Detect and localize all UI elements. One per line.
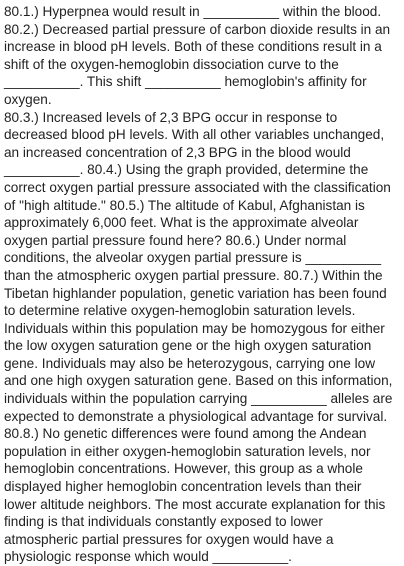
text-line: oxygen partial pressure found here? 80.6.) Under normal bbox=[4, 232, 347, 248]
text-line: __________. This shift __________ hemoglobin's affinity for oxygen. bbox=[4, 74, 371, 107]
text-line: 80.3.) Increased levels of 2,3 BPG occur in response to bbox=[4, 109, 338, 125]
text-line: increase in blood pH levels. Both of these conditions result in a bbox=[4, 39, 382, 55]
text-line: __________. 80.4.) Using the graph provided, determine the bbox=[4, 162, 369, 178]
text-line: 80.2.) Decreased partial pressure of carbon dioxide results in an bbox=[4, 21, 391, 37]
text-line: individuals within the population carrying __________ alleles are bbox=[4, 391, 393, 407]
text-line: than the atmospheric oxygen partial pressure. 80.7.) Within the bbox=[4, 267, 383, 283]
text-line: 80.8.) No genetic differences were found among the Andean bbox=[4, 426, 367, 442]
text-line: to determine relative oxygen-hemoglobin saturation levels. bbox=[4, 303, 356, 319]
text-line: atmospheric partial pressures for oxygen would have a bbox=[4, 531, 334, 547]
text-line: approximately 6,000 feet. What is the approximate alveolar bbox=[4, 215, 359, 231]
text-line: gene. Individuals may also be heterozygous, carrying one low bbox=[4, 355, 376, 371]
text-line: displayed higher hemoglobin concentration levels than their bbox=[4, 479, 362, 495]
text-line: Tibetan highlander population, genetic variation has been found bbox=[4, 285, 387, 301]
text-line: an increased concentration of 2,3 BPG in the blood would bbox=[4, 144, 351, 160]
text-line: and one high oxygen saturation gene. Based on this information, bbox=[4, 373, 393, 389]
text-line: population in either oxygen-hemoglobin saturation levels, nor bbox=[4, 443, 371, 459]
text-line: decreased blood pH levels. With all other variables unchanged, bbox=[4, 127, 385, 143]
question-text bbox=[4, 3, 400, 566]
text-line: of "high altitude." 80.5.) The altitude of Kabul, Afghanistan is bbox=[4, 197, 365, 213]
text-line: lower altitude neighbors. The most accurate explanation for this bbox=[4, 496, 386, 512]
text-line: physiologic response which would __________. bbox=[4, 549, 292, 565]
text-line: the low oxygen saturation gene or the high oxygen saturation bbox=[4, 338, 372, 354]
text-line: expected to demonstrate a physiological advantage for survival. bbox=[4, 408, 388, 424]
text-line: Individuals within this population may be homozygous for either bbox=[4, 320, 385, 336]
text-line: 80.1.) Hyperpnea would result in __________ within the blood. bbox=[4, 4, 382, 19]
text-line: shift of the oxygen-hemoglobin dissociation curve to the bbox=[4, 56, 339, 72]
text-line: correct oxygen partial pressure associated with the classification bbox=[4, 179, 391, 195]
text-line: hemoglobin concentrations. However, this group as a whole bbox=[4, 461, 363, 477]
text-line: finding is that individuals constantly exposed to lower bbox=[4, 514, 323, 530]
text-line: conditions, the alveolar oxygen partial pressure is __________ bbox=[4, 250, 382, 266]
